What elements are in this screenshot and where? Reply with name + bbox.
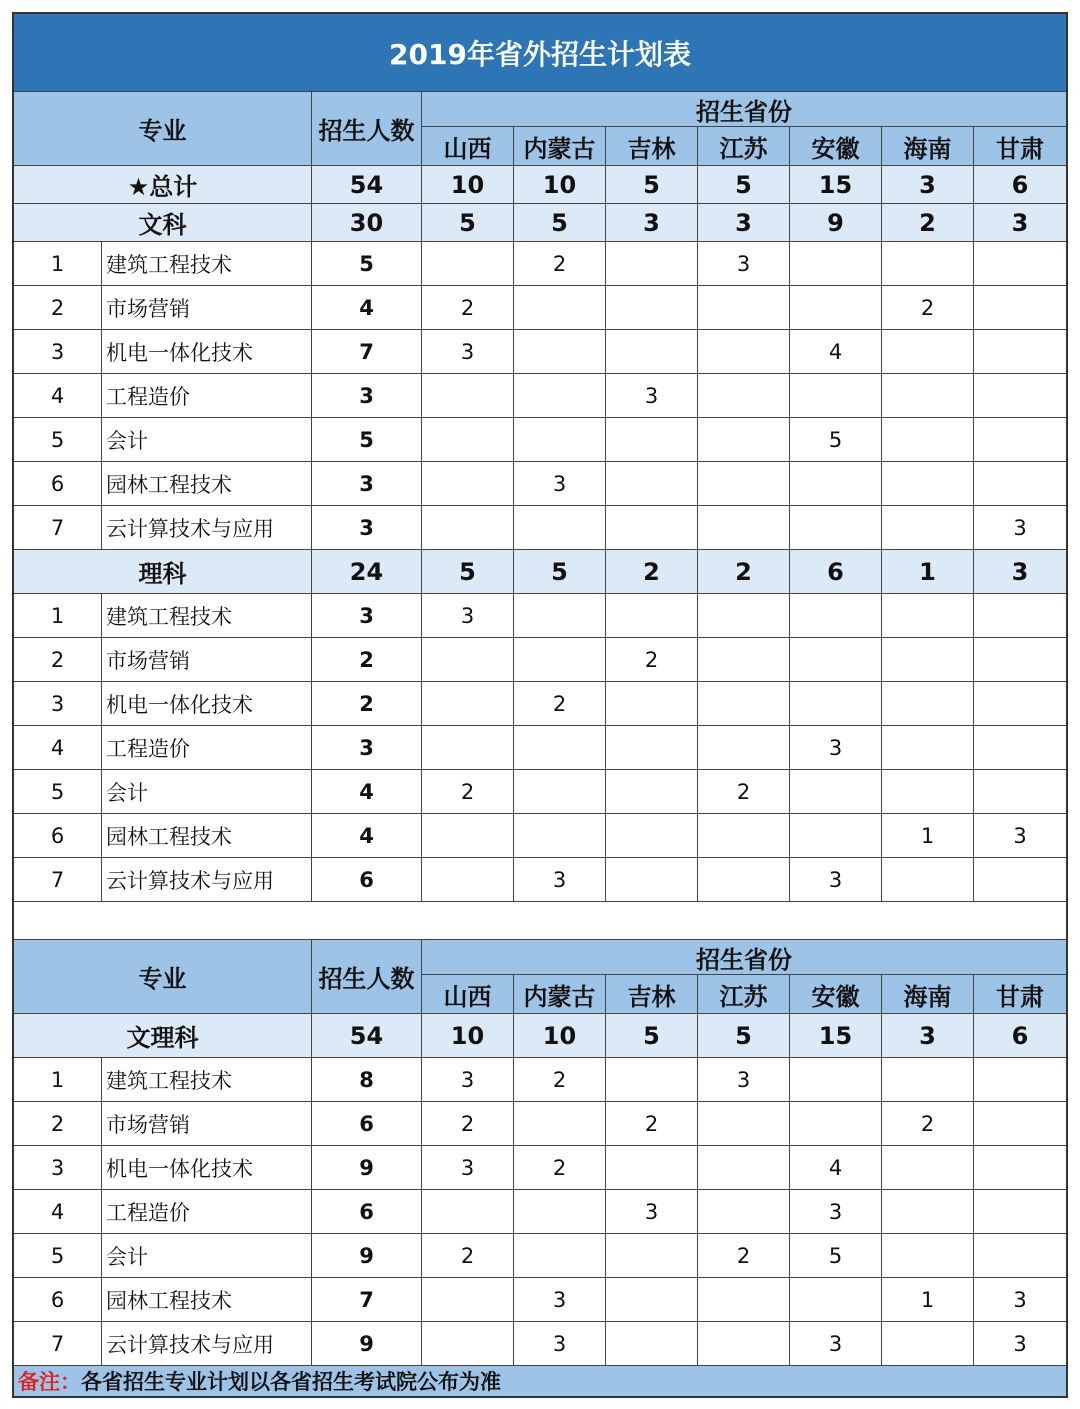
row-number: 5 bbox=[14, 418, 102, 462]
province-value bbox=[698, 1146, 790, 1190]
province-value bbox=[606, 1322, 698, 1366]
summary-value: 9 bbox=[790, 204, 882, 242]
major-name: 市场营销 bbox=[102, 1102, 312, 1146]
province-value bbox=[790, 242, 882, 286]
province-value bbox=[514, 418, 606, 462]
province-value bbox=[606, 858, 698, 902]
summary-value: 5 bbox=[606, 1014, 698, 1058]
header-province-group: 招生省份 bbox=[422, 940, 1066, 975]
province-value bbox=[882, 726, 974, 770]
province-value bbox=[790, 374, 882, 418]
province-value: 2 bbox=[422, 286, 514, 330]
row-number: 2 bbox=[14, 1102, 102, 1146]
province-value bbox=[514, 1190, 606, 1234]
province-value bbox=[422, 1278, 514, 1322]
province-value bbox=[882, 638, 974, 682]
province-value bbox=[606, 286, 698, 330]
province-value bbox=[606, 682, 698, 726]
province-value: 2 bbox=[514, 1146, 606, 1190]
province-header: 甘肃 bbox=[974, 975, 1066, 1014]
province-value bbox=[422, 506, 514, 550]
province-value bbox=[422, 1322, 514, 1366]
province-value bbox=[698, 418, 790, 462]
header-major: 专业 bbox=[14, 92, 312, 166]
province-value bbox=[974, 858, 1066, 902]
major-total: 3 bbox=[312, 594, 422, 638]
province-value bbox=[790, 770, 882, 814]
province-value: 3 bbox=[790, 726, 882, 770]
summary-total: 54 bbox=[312, 166, 422, 204]
province-header: 海南 bbox=[882, 127, 974, 166]
major-name: 市场营销 bbox=[102, 638, 312, 682]
province-value: 3 bbox=[698, 1058, 790, 1102]
province-value bbox=[790, 814, 882, 858]
row-number: 4 bbox=[14, 374, 102, 418]
province-value: 4 bbox=[790, 1146, 882, 1190]
major-name: 工程造价 bbox=[102, 1190, 312, 1234]
province-value bbox=[882, 1234, 974, 1278]
province-header: 江苏 bbox=[698, 975, 790, 1014]
province-value bbox=[606, 462, 698, 506]
summary-value: 6 bbox=[974, 1014, 1066, 1058]
province-header: 内蒙古 bbox=[514, 975, 606, 1014]
province-value bbox=[882, 858, 974, 902]
province-value bbox=[422, 682, 514, 726]
province-value bbox=[606, 1278, 698, 1322]
province-value: 2 bbox=[514, 1058, 606, 1102]
major-name: 云计算技术与应用 bbox=[102, 1322, 312, 1366]
row-number: 4 bbox=[14, 1190, 102, 1234]
summary-label: 理科 bbox=[14, 550, 312, 594]
major-name: 云计算技术与应用 bbox=[102, 858, 312, 902]
province-value bbox=[422, 858, 514, 902]
province-value bbox=[974, 726, 1066, 770]
province-value bbox=[974, 374, 1066, 418]
province-value: 2 bbox=[422, 770, 514, 814]
province-value bbox=[514, 1102, 606, 1146]
province-value bbox=[698, 330, 790, 374]
province-value bbox=[514, 814, 606, 858]
province-value bbox=[790, 682, 882, 726]
row-number: 6 bbox=[14, 814, 102, 858]
major-name: 建筑工程技术 bbox=[102, 594, 312, 638]
summary-value: 10 bbox=[514, 166, 606, 204]
province-value bbox=[698, 1278, 790, 1322]
summary-total: 54 bbox=[312, 1014, 422, 1058]
province-value: 2 bbox=[882, 286, 974, 330]
row-number: 3 bbox=[14, 1146, 102, 1190]
summary-label: 文理科 bbox=[14, 1014, 312, 1058]
province-value bbox=[698, 1322, 790, 1366]
major-total: 5 bbox=[312, 242, 422, 286]
province-value bbox=[882, 418, 974, 462]
province-value: 4 bbox=[790, 330, 882, 374]
province-value: 3 bbox=[606, 374, 698, 418]
row-number: 4 bbox=[14, 726, 102, 770]
row-number: 3 bbox=[14, 682, 102, 726]
summary-value: 15 bbox=[790, 166, 882, 204]
province-value bbox=[698, 374, 790, 418]
major-total: 4 bbox=[312, 286, 422, 330]
province-value: 3 bbox=[422, 330, 514, 374]
summary-value: 2 bbox=[606, 550, 698, 594]
province-value bbox=[974, 1102, 1066, 1146]
province-value bbox=[422, 814, 514, 858]
major-name: 会计 bbox=[102, 770, 312, 814]
row-number: 1 bbox=[14, 242, 102, 286]
summary-value: 3 bbox=[698, 204, 790, 242]
province-value bbox=[698, 814, 790, 858]
province-value bbox=[974, 1234, 1066, 1278]
major-total: 3 bbox=[312, 462, 422, 506]
province-value: 2 bbox=[698, 770, 790, 814]
province-value bbox=[514, 638, 606, 682]
footnote bbox=[14, 1366, 1066, 1396]
summary-value: 6 bbox=[974, 166, 1066, 204]
province-value bbox=[882, 506, 974, 550]
summary-value: 3 bbox=[974, 204, 1066, 242]
province-value bbox=[790, 638, 882, 682]
province-value bbox=[606, 506, 698, 550]
province-value bbox=[790, 506, 882, 550]
summary-label: ★总计 bbox=[14, 166, 312, 204]
summary-value: 3 bbox=[974, 550, 1066, 594]
province-header: 山西 bbox=[422, 127, 514, 166]
major-name: 会计 bbox=[102, 1234, 312, 1278]
summary-total: 30 bbox=[312, 204, 422, 242]
province-value bbox=[882, 242, 974, 286]
province-value bbox=[698, 726, 790, 770]
province-value: 2 bbox=[422, 1234, 514, 1278]
province-value: 2 bbox=[606, 1102, 698, 1146]
province-value bbox=[698, 858, 790, 902]
province-value bbox=[974, 594, 1066, 638]
enrollment-plan-table bbox=[12, 12, 1068, 1398]
summary-value: 5 bbox=[514, 550, 606, 594]
province-value bbox=[882, 1146, 974, 1190]
header-count: 招生人数 bbox=[312, 940, 422, 1014]
major-name: 园林工程技术 bbox=[102, 462, 312, 506]
row-number: 2 bbox=[14, 638, 102, 682]
summary-value: 5 bbox=[422, 204, 514, 242]
province-value: 3 bbox=[974, 1278, 1066, 1322]
province-value bbox=[422, 462, 514, 506]
province-value: 1 bbox=[882, 814, 974, 858]
province-value bbox=[790, 1278, 882, 1322]
row-number: 6 bbox=[14, 1278, 102, 1322]
province-value: 2 bbox=[422, 1102, 514, 1146]
major-name: 会计 bbox=[102, 418, 312, 462]
province-value bbox=[974, 638, 1066, 682]
province-value bbox=[422, 418, 514, 462]
major-total: 8 bbox=[312, 1058, 422, 1102]
major-total: 3 bbox=[312, 506, 422, 550]
major-total: 4 bbox=[312, 770, 422, 814]
province-value: 3 bbox=[422, 1146, 514, 1190]
header-count: 招生人数 bbox=[312, 92, 422, 166]
major-name: 机电一体化技术 bbox=[102, 682, 312, 726]
province-value bbox=[422, 726, 514, 770]
province-value bbox=[514, 1234, 606, 1278]
summary-label: 文科 bbox=[14, 204, 312, 242]
province-value bbox=[606, 418, 698, 462]
province-value bbox=[790, 1102, 882, 1146]
summary-value: 5 bbox=[514, 204, 606, 242]
province-value bbox=[882, 330, 974, 374]
summary-value: 2 bbox=[882, 204, 974, 242]
province-value bbox=[698, 286, 790, 330]
province-value bbox=[514, 506, 606, 550]
summary-value: 3 bbox=[606, 204, 698, 242]
summary-value: 5 bbox=[606, 166, 698, 204]
major-name: 建筑工程技术 bbox=[102, 242, 312, 286]
major-total: 6 bbox=[312, 858, 422, 902]
section-spacer bbox=[14, 902, 1066, 940]
summary-value: 3 bbox=[882, 1014, 974, 1058]
major-name: 市场营销 bbox=[102, 286, 312, 330]
major-total: 7 bbox=[312, 1278, 422, 1322]
province-header: 吉林 bbox=[606, 127, 698, 166]
major-name: 建筑工程技术 bbox=[102, 1058, 312, 1102]
province-value: 5 bbox=[790, 418, 882, 462]
province-value bbox=[974, 418, 1066, 462]
summary-value: 10 bbox=[514, 1014, 606, 1058]
province-header: 山西 bbox=[422, 975, 514, 1014]
province-value: 3 bbox=[974, 1322, 1066, 1366]
major-name: 云计算技术与应用 bbox=[102, 506, 312, 550]
province-value bbox=[698, 682, 790, 726]
row-number: 3 bbox=[14, 330, 102, 374]
province-value bbox=[606, 330, 698, 374]
province-value: 3 bbox=[790, 1190, 882, 1234]
province-value bbox=[882, 462, 974, 506]
province-value: 3 bbox=[422, 594, 514, 638]
province-value bbox=[606, 242, 698, 286]
major-total: 9 bbox=[312, 1322, 422, 1366]
major-name: 工程造价 bbox=[102, 726, 312, 770]
province-value bbox=[606, 814, 698, 858]
province-value bbox=[514, 374, 606, 418]
province-value: 2 bbox=[606, 638, 698, 682]
major-total: 6 bbox=[312, 1190, 422, 1234]
province-value: 1 bbox=[882, 1278, 974, 1322]
province-value bbox=[882, 594, 974, 638]
province-value: 3 bbox=[514, 1322, 606, 1366]
row-number: 1 bbox=[14, 1058, 102, 1102]
province-value bbox=[698, 462, 790, 506]
province-header: 内蒙古 bbox=[514, 127, 606, 166]
major-total: 2 bbox=[312, 682, 422, 726]
province-value bbox=[514, 594, 606, 638]
province-header: 安徽 bbox=[790, 127, 882, 166]
province-value: 3 bbox=[514, 1278, 606, 1322]
row-number: 7 bbox=[14, 1322, 102, 1366]
province-value bbox=[606, 1234, 698, 1278]
summary-value: 5 bbox=[698, 1014, 790, 1058]
province-value: 3 bbox=[790, 858, 882, 902]
province-value bbox=[514, 286, 606, 330]
province-value: 5 bbox=[790, 1234, 882, 1278]
province-value bbox=[974, 330, 1066, 374]
major-total: 6 bbox=[312, 1102, 422, 1146]
province-header: 安徽 bbox=[790, 975, 882, 1014]
major-total: 4 bbox=[312, 814, 422, 858]
summary-value: 10 bbox=[422, 166, 514, 204]
province-value: 2 bbox=[882, 1102, 974, 1146]
row-number: 6 bbox=[14, 462, 102, 506]
province-value bbox=[974, 286, 1066, 330]
summary-value: 6 bbox=[790, 550, 882, 594]
province-value bbox=[514, 726, 606, 770]
province-value bbox=[422, 1190, 514, 1234]
province-value bbox=[606, 726, 698, 770]
province-value bbox=[422, 374, 514, 418]
province-value bbox=[698, 1102, 790, 1146]
province-value bbox=[974, 242, 1066, 286]
row-number: 5 bbox=[14, 1234, 102, 1278]
major-total: 9 bbox=[312, 1146, 422, 1190]
summary-value: 5 bbox=[698, 166, 790, 204]
header-province-group: 招生省份 bbox=[422, 92, 1066, 127]
province-header: 江苏 bbox=[698, 127, 790, 166]
summary-value: 2 bbox=[698, 550, 790, 594]
major-total: 5 bbox=[312, 418, 422, 462]
province-value bbox=[698, 638, 790, 682]
province-value bbox=[606, 770, 698, 814]
province-value bbox=[514, 330, 606, 374]
row-number: 5 bbox=[14, 770, 102, 814]
header-major: 专业 bbox=[14, 940, 312, 1014]
summary-value: 5 bbox=[422, 550, 514, 594]
province-value bbox=[698, 1190, 790, 1234]
major-name: 园林工程技术 bbox=[102, 1278, 312, 1322]
province-value bbox=[514, 770, 606, 814]
province-value bbox=[422, 638, 514, 682]
province-header: 吉林 bbox=[606, 975, 698, 1014]
province-value bbox=[606, 1058, 698, 1102]
province-value: 3 bbox=[974, 814, 1066, 858]
province-value bbox=[974, 1190, 1066, 1234]
province-value bbox=[974, 770, 1066, 814]
province-header: 海南 bbox=[882, 975, 974, 1014]
row-number: 7 bbox=[14, 506, 102, 550]
major-total: 2 bbox=[312, 638, 422, 682]
province-value: 2 bbox=[514, 682, 606, 726]
province-value bbox=[882, 374, 974, 418]
major-name: 机电一体化技术 bbox=[102, 330, 312, 374]
province-value: 3 bbox=[606, 1190, 698, 1234]
row-number: 7 bbox=[14, 858, 102, 902]
province-value bbox=[790, 286, 882, 330]
province-value: 2 bbox=[698, 1234, 790, 1278]
province-value bbox=[882, 770, 974, 814]
province-value bbox=[974, 682, 1066, 726]
province-value: 3 bbox=[698, 242, 790, 286]
major-total: 3 bbox=[312, 726, 422, 770]
province-value: 2 bbox=[514, 242, 606, 286]
province-value bbox=[974, 1146, 1066, 1190]
footnote-text: 各省招生专业计划以各省招生考试院公布为准 bbox=[81, 1370, 501, 1394]
footnote-label: 备注： bbox=[18, 1370, 81, 1394]
major-total: 9 bbox=[312, 1234, 422, 1278]
province-header: 甘肃 bbox=[974, 127, 1066, 166]
province-value bbox=[790, 594, 882, 638]
province-value: 3 bbox=[790, 1322, 882, 1366]
major-total: 3 bbox=[312, 374, 422, 418]
province-value bbox=[698, 594, 790, 638]
major-name: 机电一体化技术 bbox=[102, 1146, 312, 1190]
province-value bbox=[882, 1190, 974, 1234]
summary-value: 1 bbox=[882, 550, 974, 594]
province-value: 3 bbox=[974, 506, 1066, 550]
province-value bbox=[790, 1058, 882, 1102]
province-value bbox=[974, 1058, 1066, 1102]
summary-value: 15 bbox=[790, 1014, 882, 1058]
summary-value: 10 bbox=[422, 1014, 514, 1058]
table-title: 2019年省外招生计划表 bbox=[14, 14, 1066, 92]
province-value bbox=[606, 594, 698, 638]
major-total: 7 bbox=[312, 330, 422, 374]
province-value bbox=[882, 1322, 974, 1366]
major-name: 工程造价 bbox=[102, 374, 312, 418]
row-number: 1 bbox=[14, 594, 102, 638]
major-name: 园林工程技术 bbox=[102, 814, 312, 858]
province-value bbox=[422, 242, 514, 286]
province-value: 3 bbox=[514, 858, 606, 902]
province-value bbox=[606, 1146, 698, 1190]
province-value bbox=[790, 462, 882, 506]
province-value bbox=[974, 462, 1066, 506]
province-value bbox=[882, 1058, 974, 1102]
province-value bbox=[698, 506, 790, 550]
row-number: 2 bbox=[14, 286, 102, 330]
province-value: 3 bbox=[422, 1058, 514, 1102]
summary-total: 24 bbox=[312, 550, 422, 594]
province-value: 3 bbox=[514, 462, 606, 506]
province-value bbox=[882, 682, 974, 726]
summary-value: 3 bbox=[882, 166, 974, 204]
